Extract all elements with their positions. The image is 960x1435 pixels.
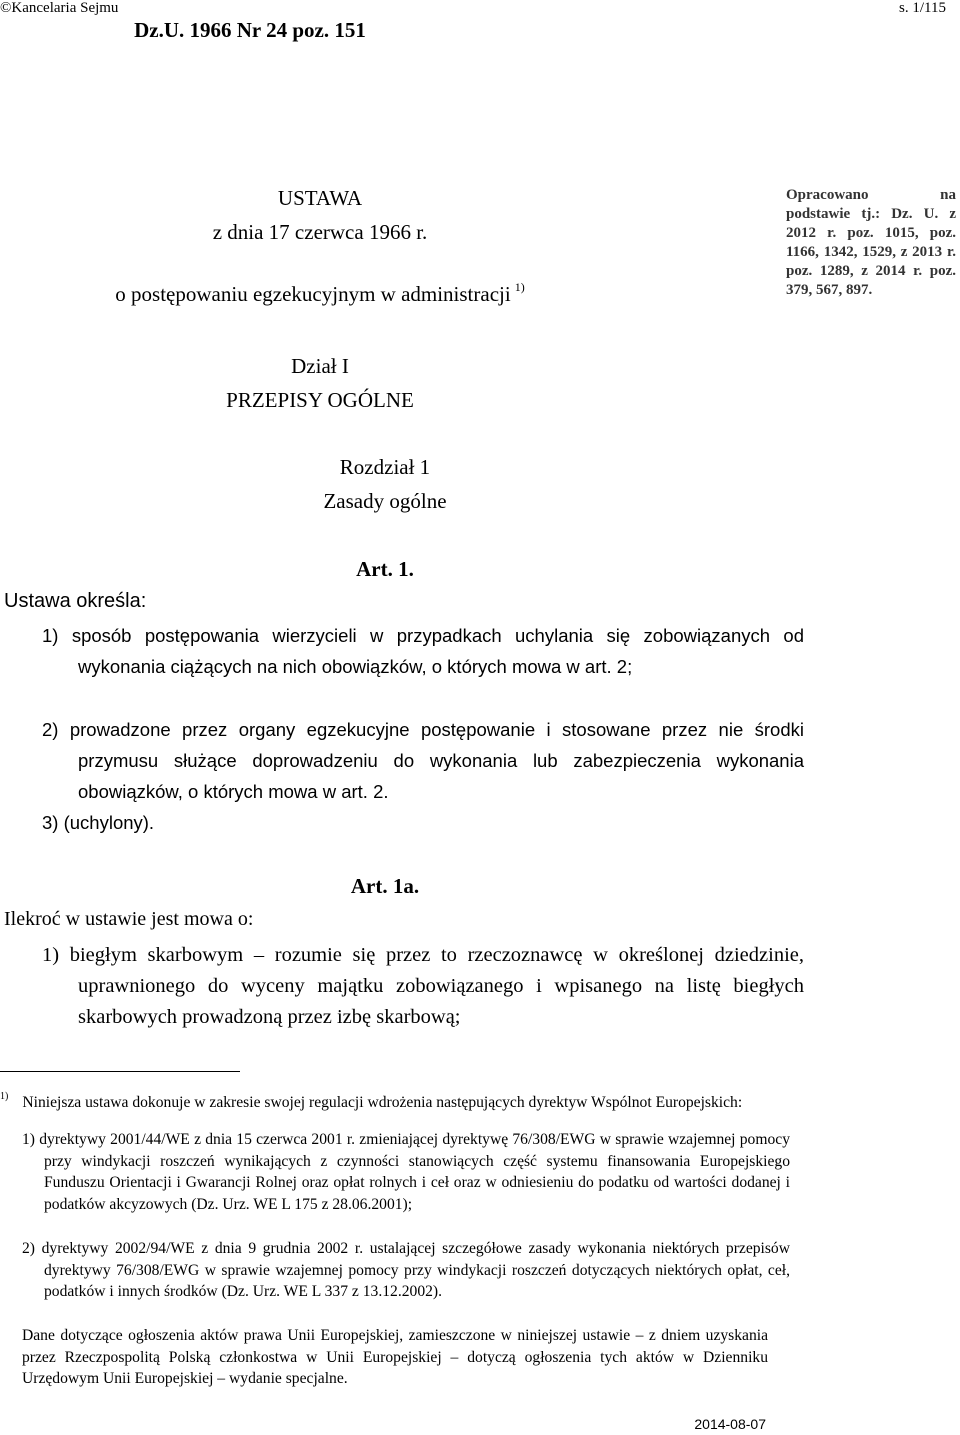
act-subject [0,280,640,307]
consolidation-note: Opracowano na podstawie tj.: Dz. U. z 2012 r. poz. 1015, poz. 1166, 1342, 1529, z 2013 r. poz. 1289, z 2014 r. poz. 379, 567, 897. [786,187,956,298]
footnote-item-1: 1) dyrektywy 2001/44/WE z dnia 15 czerwca 2001 r. zmieniającej dyrektywę 76/308/EWG w sprawie wzajemnej pomocy przy windykacji roszczeń wynikających z czynności stanowiących część systemu finansowania Europejskiego Funduszu Orientacji i Gwarancji Rolnej oraz opłat rolnych i ceł oraz w odniesieniu do podatku od wartości dodanej i podatków akcyzowych (Dz. Urz. WE L 175 z 28.06.2001); [22,1131,790,1213]
footnote-reference[interactable]: 1) [514,280,525,294]
footnote-text: Niniejsza ustawa dokonuje w zakresie swojej regulacji wdrożenia następujących dyrektyw Wspólnot Europejskich: [22,1094,743,1111]
article-1-intro: Ustawa określa: [4,590,147,612]
footer-date: 2014-08-07 [694,1416,766,1432]
article-1-label: Art. 1. [356,557,414,581]
journal-reference: Dz.U. 1966 Nr 24 poz. 151 [134,18,366,42]
division-title: PRZEPISY OGÓLNE [226,388,414,412]
act-date: z dnia 17 czerwca 1966 r. [212,220,428,244]
chapter-title: Zasady ogólne [323,489,447,513]
article-1-item-3: 3) (uchylony). [42,812,155,833]
article-1a-label: Art. 1a. [350,874,420,898]
footnote-eu-note: Dane dotyczące ogłoszenia aktów prawa Unii Europejskiej, zamieszczone w niniejszej ustawie – z dniem uzyskania przez Rzeczpospolitą Polską członkostwa w Unii Europejskiej – dotyczą ogłoszenia tych aktów w Dzienniku Urzędowym Unii Europejskiej – wydanie specjalne. [22,1327,768,1387]
article-1a-intro: Ilekroć w ustawie jest mowa o: [4,908,254,930]
footnote-marker: 1) [0,1091,9,1102]
division-name: Dział I [291,354,349,378]
chapter-name: Rozdział 1 [339,455,431,479]
footnote-item-2: 2) dyrektywy 2002/94/WE z dnia 9 grudnia 2002 r. ustalającej szczegółowe zasady wykonania niektórych przepisów dyrektywy 76/308/EWG w sprawie wzajemnej pomocy przy windykacji roszczeń dotyczących niektórych opłat, ceł, podatków i innych środków (Dz. Urz. WE L 337 z 13.12.2002). [22,1240,790,1300]
header-page-number: s. 1/115 [899,0,946,16]
article-1a-item-1: 1) biegłym skarbowym – rozumie się przez to rzeczoznawcę w określonej dziedzinie, uprawnionego do wyceny majątku zobowiązanego i wpisanego na listę biegłych skarbowych prowadzoną przez izbę skarbową; [42,944,804,1028]
header-source: ©Kancelaria Sejmu [0,0,119,16]
footnote-1 [0,1086,768,1114]
act-subject-text: o postępowaniu egzekucyjnym w administracji [115,282,511,306]
article-1-item-1: 1) sposób postępowania wierzycieli w przypadkach uchylania się zobowiązanych od wykonania ciążących na nich obowiązków, o których mowa w art. 2; [42,625,804,677]
act-type: USTAWA [277,186,363,210]
footnote-separator [0,1071,240,1072]
article-1-item-2: 2) prowadzone przez organy egzekucyjne postępowanie i stosowane przez nie środki przymusu służące doprowadzeniu do wykonania lub zabezpieczenia wykonania obowiązków, o których mowa w art. 2. [42,719,804,802]
